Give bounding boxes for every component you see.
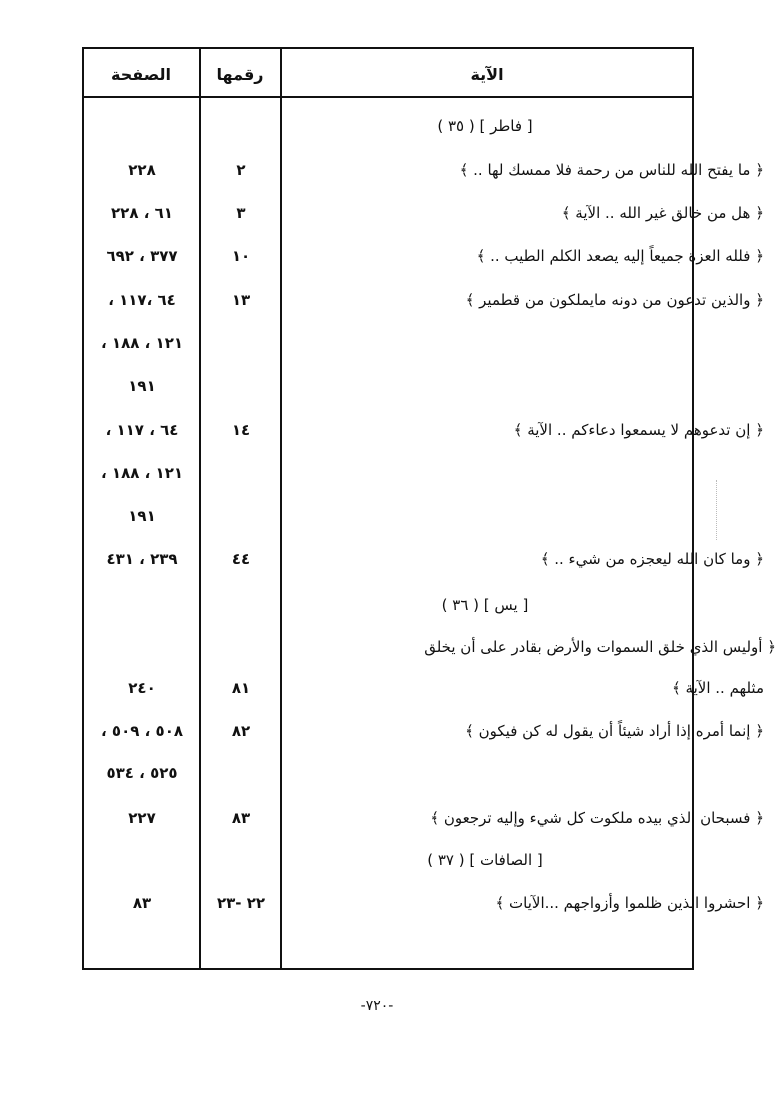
page-refs: ١٢١ ، ١٨٨ ،	[101, 334, 184, 352]
surah-heading-yasin: [ يس ] ( ٣٦ )	[441, 596, 529, 614]
table-row	[84, 236, 764, 276]
verse-number: ٤٤	[231, 550, 251, 568]
verse-text: ﴿ وما كان الله ليعجزه من شيء .. ﴾	[540, 550, 764, 568]
header-page: الصفحة	[111, 64, 172, 84]
verse-number	[202, 496, 280, 536]
table-row	[84, 280, 764, 320]
page-refs: ١٩١	[128, 377, 156, 395]
verse-text: ﴿ ما يفتح الله للناس من رحمة فلا ممسك لها .. ﴾	[459, 161, 764, 179]
page-refs: ٥٠٨ ، ٥٠٩ ،	[101, 722, 184, 740]
table-row	[84, 366, 692, 406]
table-row	[84, 496, 692, 536]
verse-text	[284, 496, 764, 536]
table-row	[84, 453, 692, 493]
verse-number: ٢	[236, 161, 246, 179]
table-row	[84, 668, 764, 708]
surah-heading-fatir: [ فاطر ] ( ٣٥ )	[437, 117, 533, 135]
verse-text: ﴿ فلله العزة جميعاً إليه يصعد الكلم الطيب .. ﴾	[476, 247, 764, 265]
page-refs: ١٢١ ، ١٨٨ ،	[101, 464, 184, 482]
page-refs: ٢٣٩ ، ٤٣١	[106, 550, 178, 568]
page-refs: ٦٤ ،١١٧ ،	[108, 291, 176, 309]
table-row	[84, 323, 692, 363]
verse-text: ﴿ احشروا الذين ظلموا وأزواجهم ...الآيات ﴾	[495, 894, 764, 912]
page-number: -٧٢٠-	[360, 998, 394, 1014]
verse-text: ﴿ إن تدعوهم لا يسمعوا دعاءكم .. الآية ﴾	[513, 421, 764, 439]
verse-text: ﴿ فسبحان الذي بيده ملكوت كل شيء وإليه ترجعون ﴾	[430, 809, 764, 827]
table-row	[84, 193, 764, 233]
page-refs: ٦٤ ، ١١٧ ،	[105, 421, 179, 439]
verse-number: ١٤	[231, 421, 251, 439]
page-refs: ٦١ ، ٢٢٨	[111, 204, 173, 222]
page-refs: ١٩١	[128, 507, 156, 525]
verse-text	[284, 453, 764, 493]
verse-number: ٨٢	[231, 722, 251, 740]
verse-text: مثلهم .. الآية ﴾	[672, 679, 764, 697]
verse-number: ١٠	[231, 247, 251, 265]
header-divider	[84, 96, 693, 98]
verse-text	[284, 323, 764, 363]
verse-number: ٨١	[231, 679, 251, 697]
header-number: رقمها	[216, 64, 264, 84]
page-refs: ٢٢٧	[128, 809, 156, 827]
page-refs: ٢٢٨	[128, 161, 156, 179]
verse-number: ٣	[236, 204, 246, 222]
verse-number	[202, 753, 280, 793]
verse-text	[284, 366, 764, 406]
table-row	[84, 627, 776, 667]
verse-text: ﴿ إنما أمره إذا أراد شيئاً أن يقول له كن فيكون ﴾	[465, 722, 764, 740]
table-row	[84, 150, 764, 190]
table-row	[84, 410, 764, 450]
verse-text: ﴿ أوليس الذي خلق السموات والأرض بقادر على أن يخلق	[424, 638, 776, 656]
page-refs: ٥٢٥ ، ٥٣٤	[106, 764, 178, 782]
verse-text	[284, 753, 764, 793]
verse-number	[202, 453, 280, 493]
verse-text: ﴿ والذين تدعون من دونه مايملكون من قطمير ﴾	[465, 291, 764, 309]
table-row	[84, 883, 764, 923]
page-refs: ٨٣	[132, 894, 152, 912]
table-row	[84, 539, 764, 579]
verse-text: ﴿ هل من خالق غير الله .. الآية ﴾	[561, 204, 764, 222]
page-refs: ٣٧٧ ، ٦٩٢	[106, 247, 178, 265]
verse-number	[202, 366, 280, 406]
surah-heading-saffat: [ الصافات ] ( ٣٧ )	[427, 851, 543, 869]
verse-number: ٨٣	[231, 809, 251, 827]
header-verse: الآية	[470, 64, 504, 84]
verse-number: ٢٢ -٢٣	[216, 894, 266, 912]
page-refs: ٢٤٠	[128, 679, 156, 697]
table-row	[84, 798, 764, 838]
margin-marks	[716, 480, 719, 540]
table-row	[84, 753, 692, 793]
verse-number: ١٣	[231, 291, 251, 309]
table-row	[84, 711, 764, 751]
verse-number	[202, 323, 280, 363]
